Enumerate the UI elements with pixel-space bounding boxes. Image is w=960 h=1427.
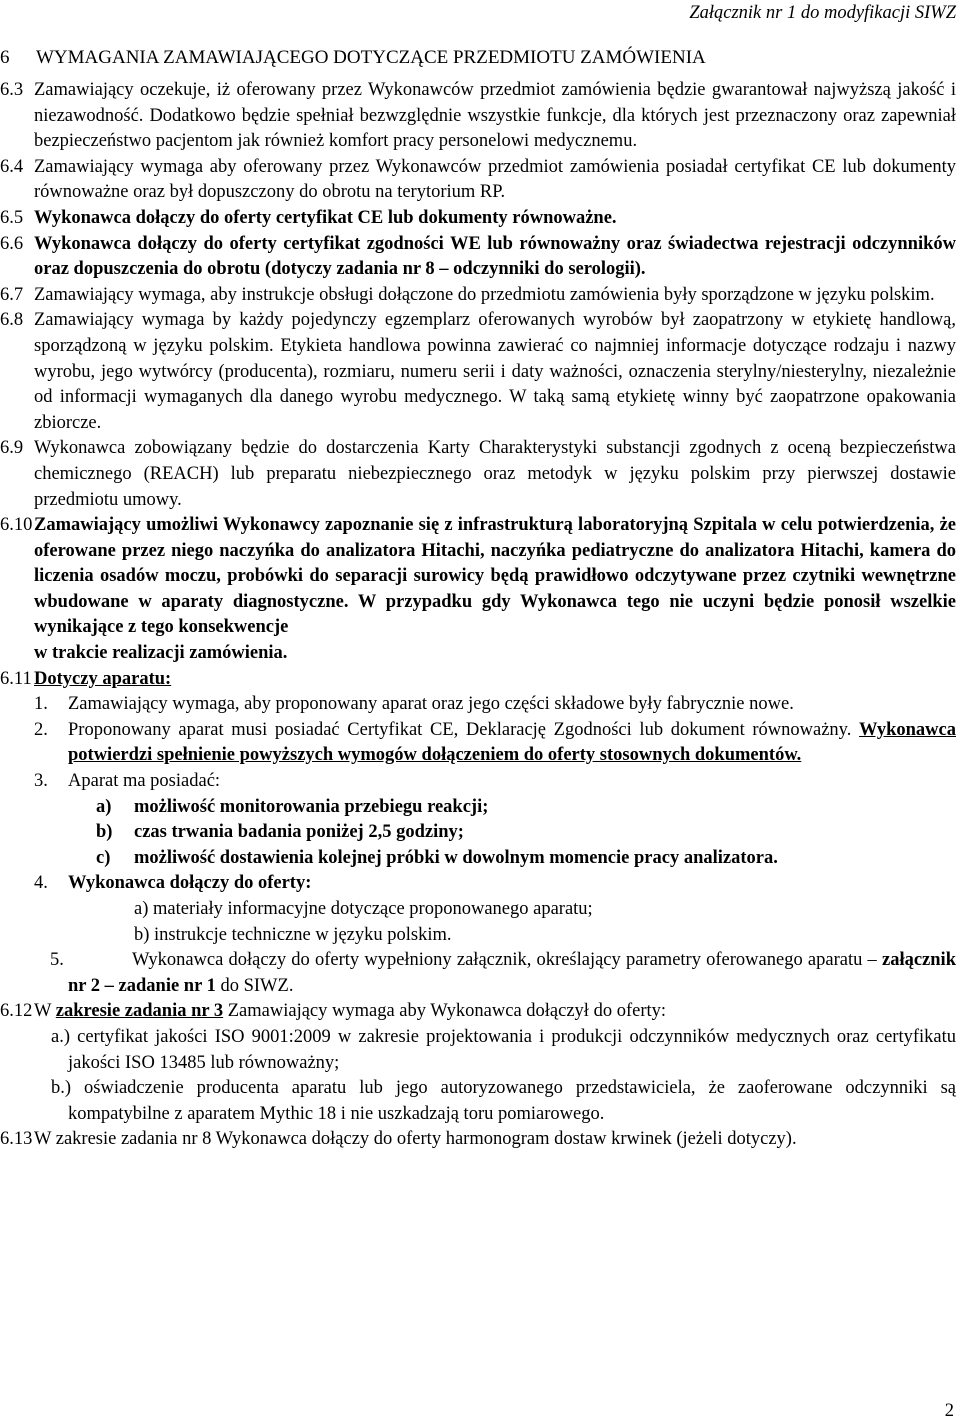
- subitem-letter: c): [96, 847, 111, 868]
- list-item-5: [0, 948, 956, 999]
- section-number: 6: [0, 47, 10, 68]
- paragraph-number: 6.5: [0, 207, 24, 228]
- paragraph-number: 6.6: [0, 233, 24, 254]
- paragraph-text-tail: w trakcie realizacji zamówienia.: [34, 643, 288, 664]
- list-text: a.) certyfikat jakości ISO 9001:2009 w zakresie projektowania i produkcji odczynników medycznych oraz certyfikatu jakości ISO 13485 lub równoważny;: [51, 1026, 956, 1073]
- paragraph-number: 6.7: [0, 284, 24, 305]
- list-item-2: [0, 718, 956, 769]
- section-heading: [0, 45, 956, 71]
- paragraph-text: Zamawiający umożliwi Wykonawcy zapoznanie się z infrastrukturą laboratoryjną Szpitala w celu potwierdzenia, że oferowane przez niego naczyńka do analizatora Hitachi, naczyńka pediatryczne do analizatora Hitachi, kamera do liczenia osadów moczu, probówki do separacji surowicy będą prawidłowo odczytywane przez czytniki wewnętrzne wbudowane w aparaty diagnostyczne. W przypadku gdy Wykonawca tego nie uczyni będzie ponosił wszelkie wynikające z tego konsekwencje: [34, 515, 956, 638]
- paragraph-text: Zamawiający wymaga, aby instrukcje obsługi dołączone do przedmiotu zamówienia były sporządzone w języku polskim.: [34, 284, 935, 305]
- list-text: b.) oświadczenie producenta aparatu lub jego autoryzowanego przedstawiciela, że zaoferowane odczynniki są kompatybilne z aparatem Mythic 18 i nie uszkadzają toru pomiarowego.: [51, 1078, 956, 1124]
- subitem-letter: b): [96, 822, 113, 843]
- paragraph-number: 6.11: [0, 668, 32, 689]
- subitem-letter: a): [96, 796, 112, 817]
- paragraph-6-12: [0, 999, 956, 1025]
- paragraph-text: Wykonawca dołączy do oferty certyfikat zgodności WE lub równoważny oraz świadectwa rejestracji odczynników oraz dopuszczenia do obrotu (dotyczy zadania nr 8 – odczynniki do serologii).: [34, 233, 956, 280]
- section-title: WYMAGANIA ZAMAWIAJĄCEGO DOTYCZĄCE PRZEDMIOTU ZAMÓWIENIA: [36, 47, 706, 68]
- paragraph-text: Wykonawca zobowiązany będzie do dostarczenia Karty Charakterystyki substancji zgodnych z oceną bezpieczeństwa chemicznego (REACH) lub preparatu niebezpiecznego oraz metodyk w języku polskim przy pierwszej dostawie przedmiotu umowy.: [34, 438, 956, 510]
- paragraph-6-5: [0, 206, 956, 232]
- list-subitem-b: [0, 820, 956, 846]
- paragraph-number: 6.8: [0, 310, 24, 331]
- list-subitem-4a: a) materiały informacyjne dotyczące proponowanego aparatu;: [134, 899, 593, 919]
- paragraph-6-3: [0, 78, 956, 155]
- subitem-text: możliwość dostawienia kolejnej próbki w dowolnym momencie pracy analizatora.: [134, 847, 778, 868]
- paragraph-text: Zamawiający wymaga by każdy pojedynczy egzemplarz oferowanych wyrobów był zaopatrzony w etykietę handlową, sporządzoną w języku polskim. Etykieta handlowa powinna zawierać co najmniej informacje dotyczące rodzaju i nazwy wyrobu, jego wytwórcy (producenta), rozmiaru, numeru serii i daty ważności, oznaczenia sterylny/niesterylny, niezależnie od informacji wymaganych dla danego wyrobu medycznego. W taką samą etykietę winny być zaopatrzone opakowania zbiorcze.: [34, 310, 956, 433]
- list-number: 3.: [34, 771, 48, 792]
- paragraph-text: Wykonawca dołączy do oferty certyfikat CE lub dokumenty równoważne.: [34, 207, 617, 228]
- list-text: Wykonawca dołączy do oferty wypełniony załącznik, określający parametry oferowanego aparatu –: [132, 950, 877, 971]
- list-text: Aparat ma posiadać:: [68, 771, 221, 792]
- paragraph-number: 6.9: [0, 438, 24, 459]
- paragraph-text: W zakresie zadania nr 8 Wykonawca dołączy do oferty harmonogram dostaw krwinek (jeżeli dotyczy).: [34, 1129, 797, 1150]
- paragraph-number: 6.4: [0, 156, 24, 177]
- paragraph-text-underlined: zakresie zadania nr 3: [55, 1001, 224, 1022]
- list-subitem-612b: [0, 1076, 956, 1127]
- list-number: 4.: [34, 873, 48, 894]
- paragraph-6-10: [0, 513, 956, 667]
- list-text-bold: Wykonawca potwierdzi spełnienie powyższych wymogów dołączeniem do oferty stosownych dokumentów.: [68, 719, 956, 766]
- paragraph-6-6: [0, 232, 956, 283]
- paragraph-text-pre: W: [34, 1001, 52, 1022]
- paragraph-6-8: [0, 308, 956, 436]
- list-item-4: [0, 871, 956, 897]
- subitem-text: możliwość monitorowania przebiegu reakcji;: [134, 796, 489, 817]
- paragraph-6-7: [0, 283, 956, 309]
- paragraph-number: 6.10: [0, 515, 33, 536]
- list-text-tail: do SIWZ.: [220, 975, 294, 996]
- list-text: Wykonawca dołączy do oferty:: [68, 873, 312, 894]
- paragraph-number: 6.12: [0, 1001, 33, 1022]
- document-body: [0, 45, 956, 1153]
- list-text-bold: załącznik nr 2 – zadanie nr 1: [68, 950, 956, 996]
- paragraph-6-4: [0, 155, 956, 206]
- paragraph-6-9: [0, 436, 956, 513]
- list-number: 5.: [50, 950, 64, 971]
- list-subitem-4b: b) instrukcje techniczne w języku polskim.: [134, 924, 452, 945]
- page-number: 2: [944, 1401, 954, 1422]
- list-text: Zamawiający wymaga, aby proponowany aparat oraz jego części składowe były fabrycznie nowe.: [68, 694, 794, 715]
- paragraph-label: Dotyczy aparatu:: [34, 668, 172, 689]
- list-item-3: [0, 769, 956, 795]
- list-subitem-612a: [0, 1025, 956, 1076]
- attachment-header: Załącznik nr 1 do modyfikacji SIWZ: [689, 3, 956, 23]
- list-number: 1.: [34, 694, 48, 715]
- paragraph-6-13: [0, 1127, 956, 1153]
- list-item-1: [0, 692, 956, 718]
- list-subitem-c: [0, 846, 956, 872]
- paragraph-6-11: [0, 667, 956, 693]
- paragraph-text: Zamawiający oczekuje, iż oferowany przez Wykonawców przedmiot zamówienia będzie gwarantował najwyższą jakość i niezawodność. Dodatkowo będzie spełniał bezwzględnie wszystkie funkcje, dla których jest przeznaczony oraz zapewniał bezpieczeństwo pacjentom jak również komfort pracy personelowi medycznemu.: [34, 80, 956, 152]
- paragraph-number: 6.13: [0, 1129, 33, 1150]
- list-number: 2.: [34, 719, 48, 740]
- subitem-text: czas trwania badania poniżej 2,5 godziny;: [134, 822, 464, 843]
- paragraph-number: 6.3: [0, 80, 24, 100]
- list-subitem-a: [0, 795, 956, 821]
- list-text: Proponowany aparat musi posiadać Certyfikat CE, Deklarację Zgodności lub dokument równoważny.: [68, 719, 852, 740]
- paragraph-text: Zamawiający wymaga aby oferowany przez Wykonawców przedmiot zamówienia posiadał certyfikat CE lub dokumenty równoważne oraz był dopuszczony do obrotu na terytorium RP.: [34, 156, 956, 203]
- paragraph-text-post: Zamawiający wymaga aby Wykonawca dołączył do oferty:: [227, 1001, 667, 1022]
